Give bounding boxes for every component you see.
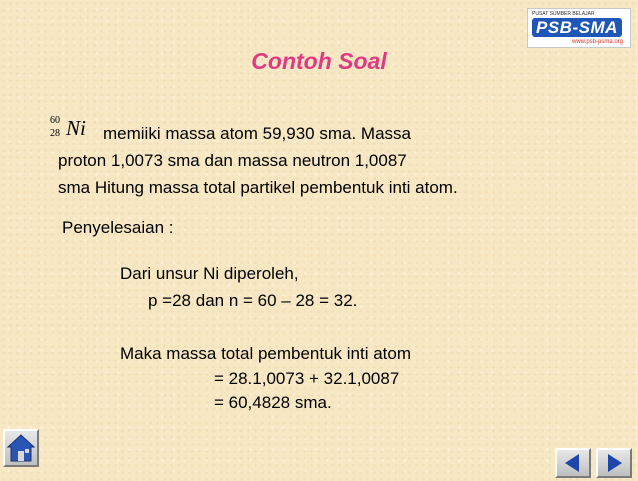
slide-title: Contoh Soal bbox=[251, 48, 387, 74]
solution-line-2: p =28 dan n = 60 – 28 = 32. bbox=[148, 291, 358, 310]
problem-line-3: sma Hitung massa total partikel pembentuk inti atom. bbox=[58, 178, 458, 197]
logo-url-text: www.psb-psma.org bbox=[572, 39, 624, 45]
logo-top-text: PUSAT SUMBER BELAJAR bbox=[532, 11, 595, 17]
solution-line-4: = 28.1,0073 + 32.1,0087 bbox=[214, 369, 400, 388]
home-icon bbox=[5, 431, 37, 465]
next-slide-button[interactable] bbox=[596, 448, 632, 478]
solution-line-5: = 60,4828 sma. bbox=[214, 393, 332, 412]
mass-number: 60 bbox=[50, 115, 60, 126]
problem-line-1: memiiki massa atom 59,930 sma. Massa bbox=[103, 124, 411, 143]
previous-slide-button[interactable] bbox=[555, 448, 591, 478]
triangle-left-icon bbox=[557, 450, 589, 476]
logo-main-text: PSB-SMA bbox=[532, 18, 622, 37]
nuclide-notation bbox=[48, 115, 100, 147]
atomic-number: 28 bbox=[50, 128, 60, 139]
problem-line-2: proton 1,0073 sma dan massa neutron 1,0087 bbox=[58, 151, 407, 170]
home-button[interactable] bbox=[3, 429, 39, 467]
solution-line-3: Maka massa total pembentuk inti atom bbox=[120, 344, 412, 363]
element-symbol: Ni bbox=[66, 116, 86, 140]
psb-sma-logo bbox=[527, 8, 631, 48]
solution-heading: Penyelesaian : bbox=[62, 218, 174, 237]
solution-line-1: Dari unsur Ni diperoleh, bbox=[120, 264, 299, 283]
triangle-right-icon bbox=[598, 450, 630, 476]
